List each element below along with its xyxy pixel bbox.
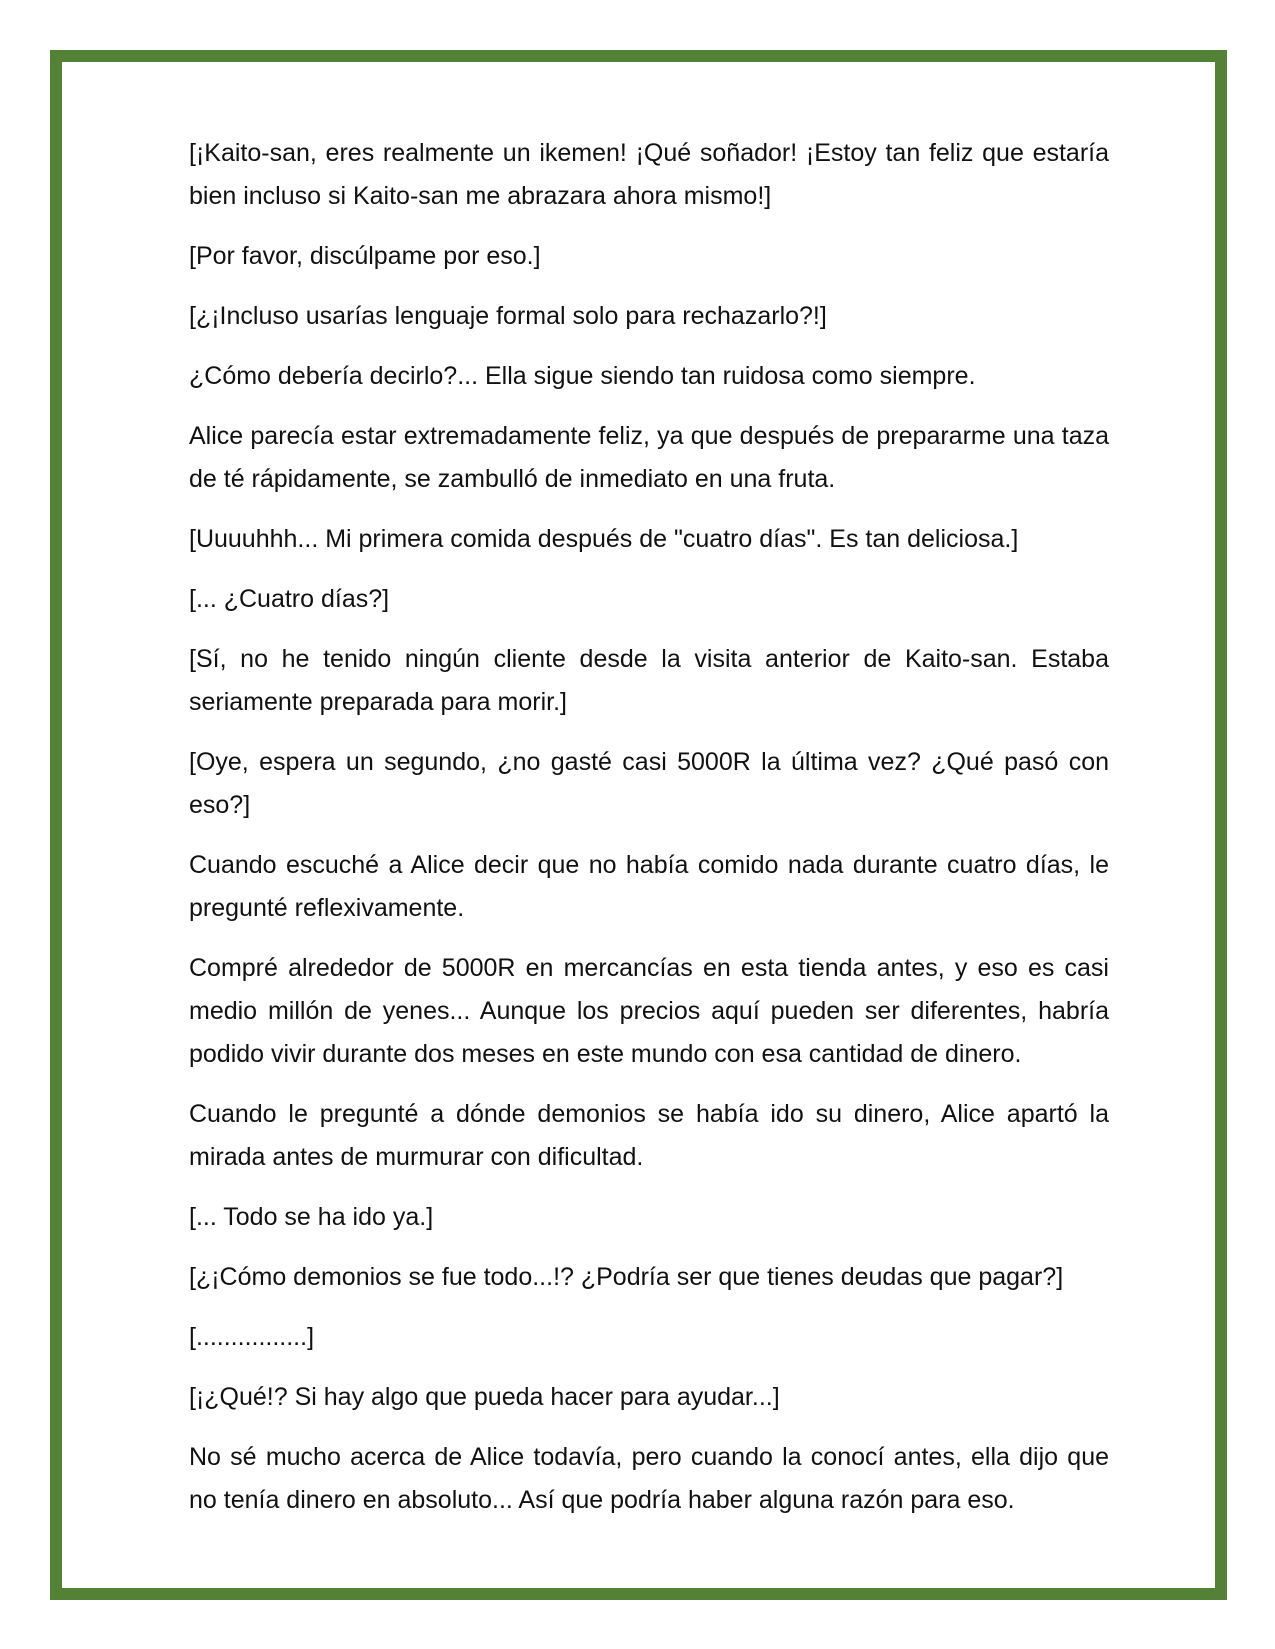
paragraph: [¡Kaito-san, eres realmente un ikemen! ¡Qué soñador! ¡Estoy tan feliz que estaría bien incluso si Kaito-san me abrazara ahora mismo!] xyxy=(189,139,1109,210)
paragraph: [Por favor, discúlpame por eso.] xyxy=(189,242,541,270)
paragraph: Cuando le pregunté a dónde demonios se había ido su dinero, Alice apartó la mirada antes de murmurar con dificultad. xyxy=(189,1100,1109,1171)
paragraph: ¿Cómo debería decirlo?... Ella sigue siendo tan ruidosa como siempre. xyxy=(189,362,976,390)
paragraph: [Sí, no he tenido ningún cliente desde la visita anterior de Kaito-san. Estaba seriamente preparada para morir.] xyxy=(189,645,1109,716)
paragraph: [... ¿Cuatro días?] xyxy=(189,585,390,613)
paragraph: [¿¡Cómo demonios se fue todo...!? ¿Podría ser que tienes deudas que pagar?] xyxy=(189,1263,1064,1291)
paragraph: [¡¿Qué!? Si hay algo que pueda hacer para ayudar...] xyxy=(189,1383,780,1411)
page-border-frame xyxy=(50,50,1227,1600)
paragraph: [Oye, espera un segundo, ¿no gasté casi 5000R la última vez? ¿Qué pasó con eso?] xyxy=(189,748,1109,819)
paragraph: [Uuuuhhh... Mi primera comida después de "cuatro días". Es tan deliciosa.] xyxy=(189,525,1019,553)
paragraph: Cuando escuché a Alice decir que no había comido nada durante cuatro días, le pregunté reflexivamente. xyxy=(189,851,1109,922)
paragraph: [¿¡Incluso usarías lenguaje formal solo para rechazarlo?!] xyxy=(189,302,827,330)
document-body xyxy=(189,132,1109,1539)
paragraph: [................] xyxy=(189,1323,315,1351)
paragraph: Compré alrededor de 5000R en mercancías en esta tienda antes, y eso es casi medio millón de yenes... Aunque los precios aquí pueden ser diferentes, habría podido vivir durante dos meses en este mundo con esa cantidad de dinero. xyxy=(189,954,1109,1068)
paragraph: No sé mucho acerca de Alice todavía, pero cuando la conocí antes, ella dijo que no tenía dinero en absoluto... Así que podría haber alguna razón para eso. xyxy=(189,1443,1109,1514)
paragraph: Alice parecía estar extremadamente feliz, ya que después de prepararme una taza de té rápidamente, se zambulló de inmediato en una fruta. xyxy=(189,422,1109,493)
paragraph: [... Todo se ha ido ya.] xyxy=(189,1203,434,1231)
